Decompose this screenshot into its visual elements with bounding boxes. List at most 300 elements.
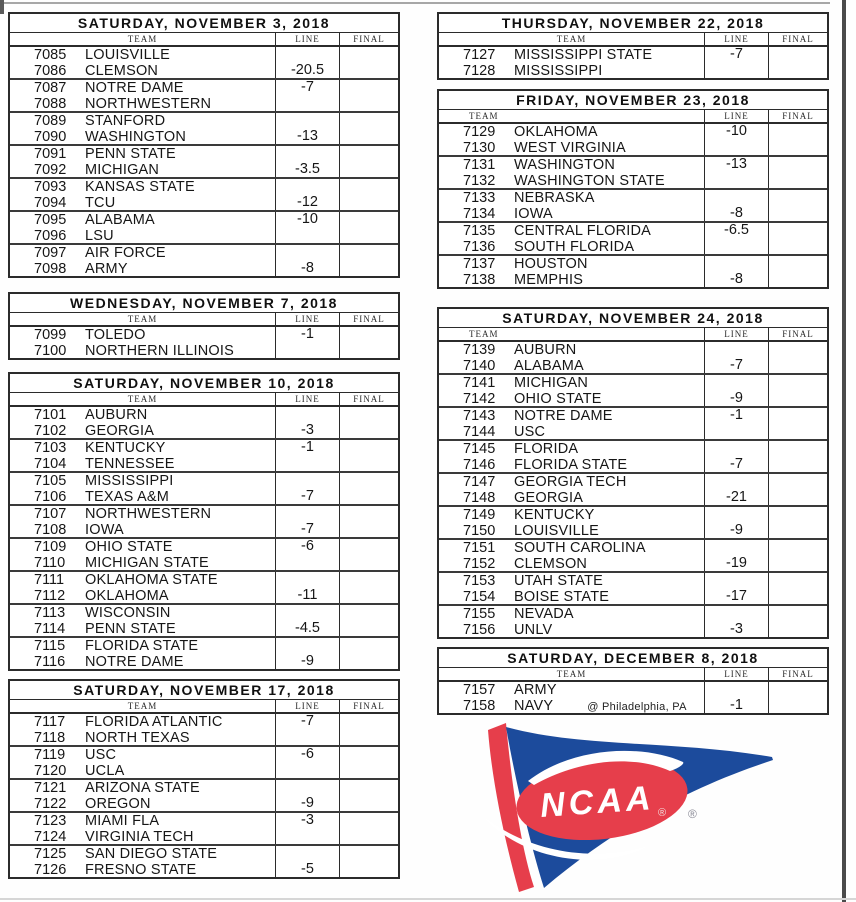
line-value: -9 bbox=[704, 523, 768, 539]
scan-artifact-top-line bbox=[4, 2, 830, 4]
line-value: -9 bbox=[275, 654, 339, 670]
final-cell bbox=[768, 47, 827, 63]
team-name: ALABAMA bbox=[514, 357, 584, 374]
team-name: OREGON bbox=[85, 795, 151, 812]
rotation-number: 7121 bbox=[34, 780, 67, 796]
game-row bbox=[439, 682, 827, 698]
line-value: -3 bbox=[275, 813, 339, 829]
team-name: LSU bbox=[85, 227, 114, 243]
line-value: -3 bbox=[275, 423, 339, 439]
rotation-number: 7108 bbox=[34, 521, 67, 538]
game-group bbox=[439, 157, 827, 190]
team-name: NEVADA bbox=[514, 606, 574, 622]
line-value: -13 bbox=[704, 157, 768, 173]
line-value bbox=[275, 506, 339, 522]
column-header-row bbox=[439, 110, 827, 124]
column-header-line: LINE bbox=[704, 328, 768, 341]
game-row bbox=[439, 190, 827, 206]
team-cell bbox=[439, 507, 704, 523]
final-cell bbox=[768, 424, 827, 440]
final-cell bbox=[339, 588, 398, 604]
line-value bbox=[275, 846, 339, 862]
final-cell bbox=[768, 540, 827, 556]
rotation-number: 7093 bbox=[34, 179, 67, 195]
team-name: OKLAHOMA bbox=[514, 124, 598, 140]
game-row bbox=[439, 375, 827, 391]
rotation-number: 7153 bbox=[463, 573, 496, 589]
team-name: SAN DIEGO STATE bbox=[85, 846, 218, 862]
game-row bbox=[439, 391, 827, 407]
final-cell bbox=[768, 490, 827, 506]
final-cell bbox=[768, 698, 827, 714]
final-cell bbox=[339, 212, 398, 228]
team-cell bbox=[10, 605, 275, 621]
rotation-number: 7132 bbox=[463, 172, 496, 188]
game-group bbox=[10, 714, 398, 747]
game-row bbox=[439, 424, 827, 440]
final-cell bbox=[768, 606, 827, 622]
team-cell bbox=[10, 162, 275, 178]
game-group bbox=[439, 375, 827, 408]
column-header-team: TEAM bbox=[127, 314, 158, 324]
team-cell bbox=[439, 523, 704, 539]
line-value bbox=[704, 573, 768, 589]
final-cell bbox=[339, 780, 398, 796]
line-value bbox=[275, 829, 339, 845]
team-name: ARMY bbox=[514, 682, 557, 698]
team-cell bbox=[439, 573, 704, 589]
left-tables-container bbox=[8, 12, 400, 879]
team-name: PENN STATE bbox=[85, 146, 176, 162]
line-value bbox=[704, 63, 768, 79]
game-group bbox=[10, 506, 398, 539]
game-row bbox=[10, 796, 398, 812]
final-cell bbox=[339, 113, 398, 129]
team-cell bbox=[439, 206, 704, 222]
column-header-team: TEAM bbox=[127, 394, 158, 404]
line-value: -7 bbox=[704, 358, 768, 374]
team-cell bbox=[10, 506, 275, 522]
game-group bbox=[10, 47, 398, 80]
line-value: -7 bbox=[275, 80, 339, 96]
line-value bbox=[704, 190, 768, 206]
team-cell bbox=[439, 457, 704, 473]
date-header: THURSDAY, NOVEMBER 22, 2018 bbox=[439, 14, 827, 33]
game-row bbox=[439, 698, 827, 714]
final-cell bbox=[768, 622, 827, 638]
final-cell bbox=[339, 80, 398, 96]
game-row bbox=[439, 490, 827, 506]
game-row bbox=[10, 63, 398, 79]
game-row bbox=[10, 96, 398, 112]
rotation-number: 7105 bbox=[34, 473, 67, 489]
team-cell bbox=[10, 489, 275, 505]
rotation-number: 7092 bbox=[34, 161, 67, 178]
final-cell bbox=[339, 862, 398, 878]
column-header-team: TEAM bbox=[469, 111, 499, 121]
line-value bbox=[275, 638, 339, 654]
team-cell bbox=[439, 682, 704, 698]
rotation-number: 7117 bbox=[34, 714, 66, 730]
game-row bbox=[10, 862, 398, 878]
logo-registered-mark-icon: ® bbox=[658, 807, 667, 819]
rotation-number: 7091 bbox=[34, 146, 67, 162]
line-value bbox=[704, 256, 768, 272]
rotation-number: 7119 bbox=[34, 747, 66, 763]
game-group bbox=[10, 440, 398, 473]
rotation-number: 7106 bbox=[34, 488, 67, 505]
team-cell bbox=[439, 47, 704, 63]
line-value: -1 bbox=[704, 698, 768, 714]
team-name: MICHIGAN STATE bbox=[85, 554, 209, 570]
team-cell bbox=[439, 63, 704, 79]
team-name: ARMY bbox=[85, 260, 128, 277]
team-cell bbox=[439, 124, 704, 140]
final-cell bbox=[768, 523, 827, 539]
final-cell bbox=[768, 573, 827, 589]
game-group bbox=[10, 747, 398, 780]
team-cell bbox=[439, 190, 704, 206]
game-row bbox=[439, 474, 827, 490]
line-value: -4.5 bbox=[275, 621, 339, 637]
rotation-number: 7085 bbox=[34, 47, 67, 63]
game-row bbox=[10, 212, 398, 228]
team-name: FLORIDA bbox=[514, 441, 579, 457]
team-name: KENTUCKY bbox=[85, 440, 166, 456]
schedule-table bbox=[8, 12, 400, 278]
team-cell bbox=[10, 63, 275, 79]
rotation-number: 7136 bbox=[463, 238, 496, 254]
line-value bbox=[275, 456, 339, 472]
team-name: FLORIDA STATE bbox=[85, 638, 199, 654]
line-value: -8 bbox=[704, 206, 768, 222]
final-cell bbox=[339, 506, 398, 522]
team-name: IOWA bbox=[514, 205, 553, 222]
game-group bbox=[439, 682, 827, 713]
rotation-number: 7156 bbox=[463, 621, 496, 638]
team-name: WASHINGTON bbox=[514, 157, 616, 173]
rotation-number: 7152 bbox=[463, 555, 496, 572]
line-value bbox=[275, 228, 339, 244]
column-header-row bbox=[10, 700, 398, 714]
team-cell bbox=[439, 490, 704, 506]
rotation-number: 7090 bbox=[34, 128, 67, 145]
team-name: UCLA bbox=[85, 762, 125, 778]
line-value bbox=[704, 424, 768, 440]
rotation-number: 7131 bbox=[463, 157, 496, 173]
game-row bbox=[439, 622, 827, 638]
line-value bbox=[704, 540, 768, 556]
rotation-number: 7123 bbox=[34, 813, 67, 829]
column-header-row bbox=[439, 328, 827, 342]
game-row bbox=[439, 589, 827, 605]
date-header: SATURDAY, NOVEMBER 17, 2018 bbox=[10, 681, 398, 700]
team-cell bbox=[10, 763, 275, 779]
column-header-row bbox=[439, 33, 827, 47]
column-header-line: LINE bbox=[275, 700, 339, 713]
final-cell bbox=[339, 162, 398, 178]
line-value: -1 bbox=[275, 440, 339, 456]
line-value bbox=[704, 507, 768, 523]
team-cell bbox=[439, 540, 704, 556]
ncaa-football-logo bbox=[478, 720, 778, 894]
final-cell bbox=[339, 638, 398, 654]
line-value bbox=[275, 113, 339, 129]
team-cell bbox=[10, 456, 275, 472]
final-cell bbox=[339, 846, 398, 862]
game-row bbox=[439, 408, 827, 424]
column-header-row bbox=[10, 393, 398, 407]
game-group bbox=[439, 47, 827, 78]
game-row bbox=[10, 80, 398, 96]
final-cell bbox=[339, 245, 398, 261]
game-group bbox=[439, 342, 827, 375]
game-group bbox=[10, 572, 398, 605]
team-name: AUBURN bbox=[85, 407, 148, 423]
line-value: -8 bbox=[704, 272, 768, 288]
team-cell bbox=[10, 588, 275, 604]
schedule-table bbox=[437, 89, 829, 289]
column-header-line: LINE bbox=[275, 33, 339, 46]
rotation-number: 7115 bbox=[34, 638, 66, 654]
final-cell bbox=[339, 654, 398, 670]
rotation-number: 7149 bbox=[463, 507, 496, 523]
team-name: WEST VIRGINIA bbox=[514, 139, 626, 155]
game-group bbox=[439, 223, 827, 256]
rotation-number: 7158 bbox=[463, 697, 496, 714]
line-value: -3 bbox=[704, 622, 768, 638]
final-cell bbox=[768, 556, 827, 572]
team-name: TOLEDO bbox=[85, 327, 146, 343]
team-cell bbox=[439, 424, 704, 440]
final-cell bbox=[339, 730, 398, 746]
rotation-number: 7096 bbox=[34, 227, 67, 243]
column-header-team: TEAM bbox=[127, 701, 158, 711]
line-value bbox=[704, 474, 768, 490]
date-header: SATURDAY, DECEMBER 8, 2018 bbox=[439, 649, 827, 668]
rotation-number: 7113 bbox=[34, 605, 66, 621]
final-cell bbox=[339, 146, 398, 162]
team-name: NOTRE DAME bbox=[85, 653, 184, 670]
line-value: -10 bbox=[704, 124, 768, 140]
team-cell bbox=[10, 555, 275, 571]
rotation-number: 7151 bbox=[463, 540, 496, 556]
left-column bbox=[8, 12, 400, 879]
game-row bbox=[10, 747, 398, 763]
final-cell bbox=[768, 124, 827, 140]
column-header-line: LINE bbox=[275, 393, 339, 406]
game-group bbox=[10, 179, 398, 212]
team-cell bbox=[439, 441, 704, 457]
team-cell bbox=[10, 654, 275, 670]
date-header: SATURDAY, NOVEMBER 3, 2018 bbox=[10, 14, 398, 33]
final-cell bbox=[339, 813, 398, 829]
rotation-number: 7101 bbox=[34, 407, 67, 423]
date-header: SATURDAY, NOVEMBER 10, 2018 bbox=[10, 374, 398, 393]
game-group bbox=[439, 190, 827, 223]
game-row bbox=[10, 473, 398, 489]
game-row bbox=[10, 261, 398, 277]
rotation-number: 7087 bbox=[34, 80, 67, 96]
final-cell bbox=[768, 457, 827, 473]
team-name: AIR FORCE bbox=[85, 245, 166, 261]
rotation-number: 7126 bbox=[34, 861, 67, 878]
game-row bbox=[10, 113, 398, 129]
team-name: UTAH STATE bbox=[514, 573, 603, 589]
line-value: -6 bbox=[275, 747, 339, 763]
final-cell bbox=[768, 342, 827, 358]
team-cell bbox=[10, 129, 275, 145]
game-row bbox=[439, 124, 827, 140]
right-column bbox=[437, 12, 829, 894]
rotation-number: 7128 bbox=[463, 62, 496, 78]
game-row bbox=[439, 556, 827, 572]
rotation-number: 7143 bbox=[463, 408, 496, 424]
game-group bbox=[10, 146, 398, 179]
rotation-number: 7148 bbox=[463, 489, 496, 506]
team-name: SOUTH CAROLINA bbox=[514, 540, 646, 556]
game-row bbox=[10, 846, 398, 862]
team-name: CENTRAL FLORIDA bbox=[514, 223, 652, 239]
line-value: -1 bbox=[275, 327, 339, 343]
game-group bbox=[10, 473, 398, 506]
game-row bbox=[439, 573, 827, 589]
final-cell bbox=[768, 391, 827, 407]
column-header-team: TEAM bbox=[556, 669, 587, 679]
final-cell bbox=[339, 195, 398, 211]
team-name: NAVY bbox=[514, 697, 554, 714]
team-name: NOTRE DAME bbox=[514, 408, 613, 424]
team-cell bbox=[439, 342, 704, 358]
team-name: TCU bbox=[85, 194, 116, 211]
line-value bbox=[704, 342, 768, 358]
game-row bbox=[439, 441, 827, 457]
line-value: -11 bbox=[275, 588, 339, 604]
team-name: NEBRASKA bbox=[514, 190, 595, 206]
final-cell bbox=[768, 223, 827, 239]
game-row bbox=[439, 358, 827, 374]
game-group bbox=[439, 256, 827, 287]
rotation-number: 7110 bbox=[34, 554, 66, 570]
rotation-number: 7107 bbox=[34, 506, 67, 522]
rotation-number: 7147 bbox=[463, 474, 496, 490]
team-cell bbox=[10, 327, 275, 343]
rotation-number: 7130 bbox=[463, 139, 496, 155]
game-row bbox=[10, 489, 398, 505]
team-name: GEORGIA bbox=[514, 489, 584, 506]
rotation-number: 7133 bbox=[463, 190, 496, 206]
final-cell bbox=[339, 440, 398, 456]
team-name: NORTH TEXAS bbox=[85, 729, 190, 745]
game-row bbox=[439, 173, 827, 189]
final-cell bbox=[339, 327, 398, 343]
final-cell bbox=[339, 456, 398, 472]
team-cell bbox=[439, 239, 704, 255]
rotation-number: 7094 bbox=[34, 194, 67, 211]
final-cell bbox=[339, 714, 398, 730]
line-value bbox=[275, 245, 339, 261]
rotation-number: 7137 bbox=[463, 256, 496, 272]
team-cell bbox=[10, 473, 275, 489]
team-name: TENNESSEE bbox=[85, 455, 175, 471]
column-header-final: FINAL bbox=[768, 110, 827, 123]
column-header-team: TEAM bbox=[556, 34, 587, 44]
team-cell bbox=[10, 228, 275, 244]
team-cell bbox=[10, 245, 275, 261]
rotation-number: 7109 bbox=[34, 539, 67, 555]
line-value: -7 bbox=[275, 522, 339, 538]
team-name: VIRGINIA TECH bbox=[85, 828, 194, 844]
game-group bbox=[439, 441, 827, 474]
team-name: SOUTH FLORIDA bbox=[514, 238, 635, 254]
team-name: WISCONSIN bbox=[85, 605, 171, 621]
line-value bbox=[704, 173, 768, 189]
line-value bbox=[275, 763, 339, 779]
column-header-final: FINAL bbox=[768, 668, 827, 681]
rotation-number: 7086 bbox=[34, 62, 67, 79]
rotation-number: 7122 bbox=[34, 795, 67, 812]
team-name: MICHIGAN bbox=[85, 161, 160, 178]
rotation-number: 7139 bbox=[463, 342, 496, 358]
team-name: OKLAHOMA bbox=[85, 587, 169, 604]
team-cell bbox=[10, 407, 275, 423]
game-row bbox=[439, 63, 827, 79]
game-row bbox=[10, 555, 398, 571]
column-header-row bbox=[439, 668, 827, 682]
game-row bbox=[10, 162, 398, 178]
game-group bbox=[10, 638, 398, 669]
line-value: -6 bbox=[275, 539, 339, 555]
team-cell bbox=[10, 846, 275, 862]
schedule-table bbox=[8, 292, 400, 360]
rotation-number: 7088 bbox=[34, 95, 67, 111]
rotation-number: 7134 bbox=[463, 205, 496, 222]
rotation-number: 7154 bbox=[463, 588, 496, 605]
rotation-number: 7138 bbox=[463, 271, 496, 288]
team-name: NORTHWESTERN bbox=[85, 95, 212, 111]
column-header-line: LINE bbox=[704, 110, 768, 123]
team-cell bbox=[439, 589, 704, 605]
final-cell bbox=[339, 343, 398, 359]
game-row bbox=[10, 730, 398, 746]
final-cell bbox=[339, 539, 398, 555]
team-cell bbox=[10, 714, 275, 730]
team-name: USC bbox=[514, 423, 546, 439]
final-cell bbox=[768, 408, 827, 424]
scan-artifact-right-line bbox=[842, 0, 846, 902]
game-row bbox=[10, 638, 398, 654]
final-cell bbox=[768, 682, 827, 698]
rotation-number: 7125 bbox=[34, 846, 67, 862]
game-group bbox=[439, 540, 827, 573]
final-cell bbox=[339, 261, 398, 277]
final-cell bbox=[768, 589, 827, 605]
line-value: -12 bbox=[275, 195, 339, 211]
game-group bbox=[439, 606, 827, 637]
team-cell bbox=[10, 179, 275, 195]
column-header-final: FINAL bbox=[339, 393, 398, 406]
team-name: OHIO STATE bbox=[85, 539, 173, 555]
column-header-final: FINAL bbox=[768, 33, 827, 46]
team-cell bbox=[10, 212, 275, 228]
rotation-number: 7150 bbox=[463, 522, 496, 539]
team-name: MICHIGAN bbox=[514, 375, 589, 391]
game-group bbox=[10, 245, 398, 276]
game-row bbox=[10, 343, 398, 359]
ncaa-logo-svg bbox=[478, 720, 778, 894]
team-name: IOWA bbox=[85, 521, 124, 538]
column-header-final: FINAL bbox=[339, 700, 398, 713]
